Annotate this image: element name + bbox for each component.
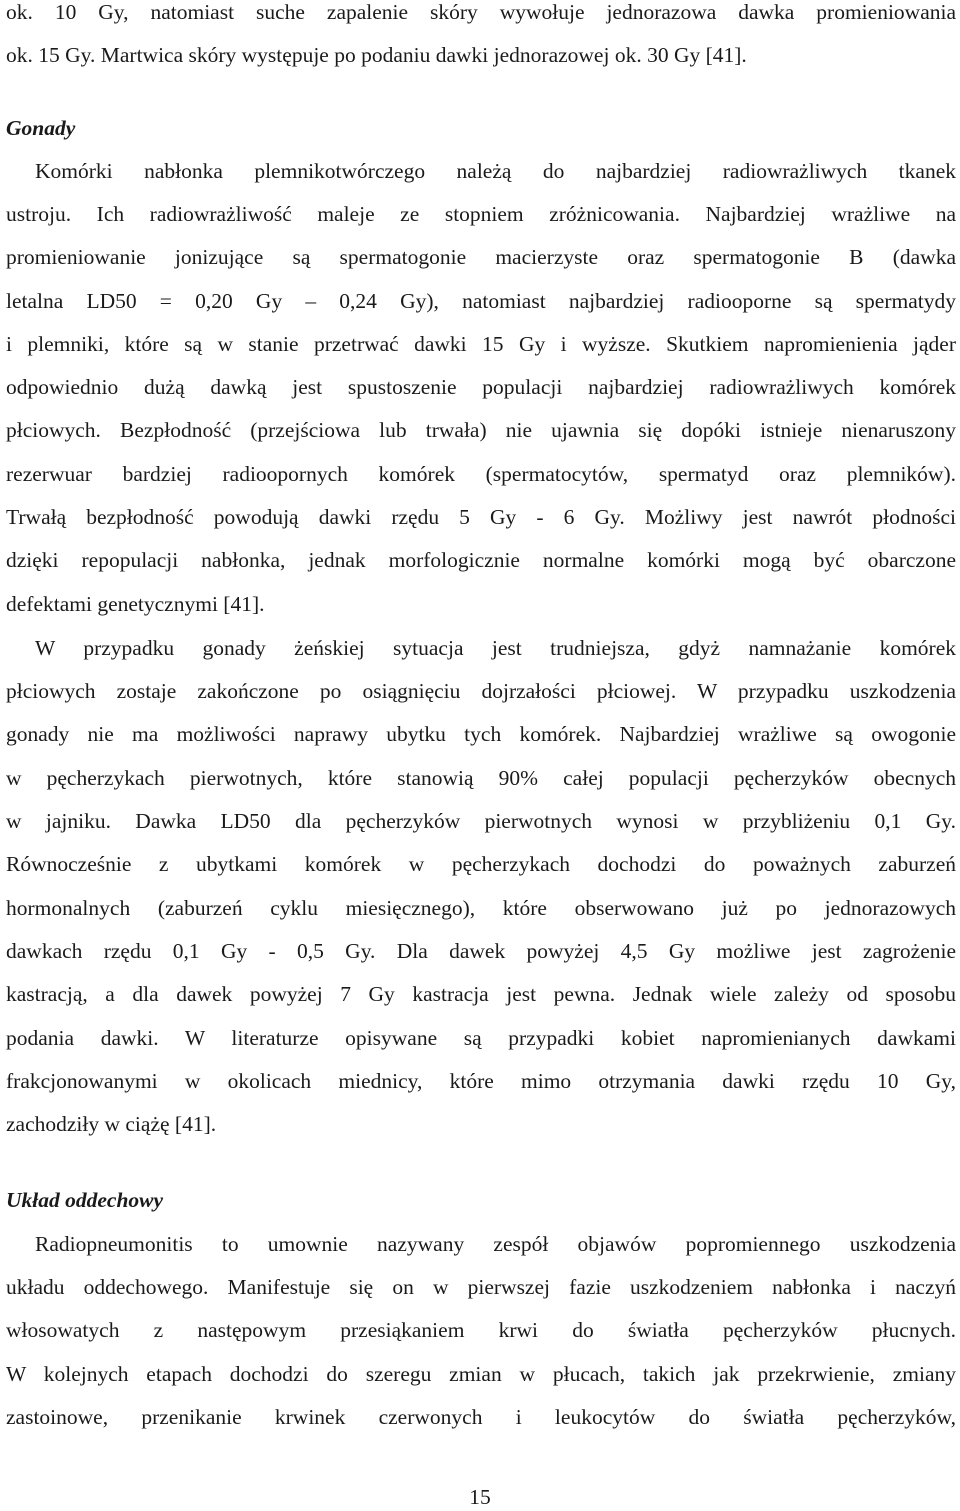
text-line: w jajniku. Dawka LD50 dla pęcherzyków pierwotnych wynosi w przybliżeniu 0,1 Gy. [6, 809, 956, 833]
text-line: odpowiednio dużą dawką jest spustoszenie populacji najbardziej radiowrażliwych komórek [6, 375, 956, 399]
text-line: Równocześnie z ubytkami komórek w pęcherzykach dochodzi do poważnych zaburzeń [6, 852, 956, 876]
text-line: rezerwuar bardziej radioopornych komórek (spermatocytów, spermatyd oraz plemników). [6, 462, 956, 486]
text-line: zastoinowe, przenikanie krwinek czerwonych i leukocytów do światła pęcherzyków, [6, 1405, 956, 1429]
text-line: i plemniki, które są w stanie przetrwać dawki 15 Gy i wyższe. Skutkiem napromienienia jąder [6, 332, 956, 356]
text-line: Komórki nabłonka plemnikotwórczego należą do najbardziej radiowrażliwych tkanek [35, 159, 956, 183]
text-line: Trwałą bezpłodność powodują dawki rzędu 5 Gy - 6 Gy. Możliwy jest nawrót płodności [6, 505, 956, 529]
text-line: dzięki repopulacji nabłonka, jednak morfologicznie normalne komórki mogą być obarczone [6, 548, 956, 572]
text-line: ok. 10 Gy, natomiast suche zapalenie skóry wywołuje jednorazowa dawka promieniowania [6, 0, 956, 24]
text-line: ustroju. Ich radiowrażliwość maleje ze stopniem zróżnicowania. Najbardziej wrażliwe na [6, 202, 956, 226]
text-line: hormonalnych (zaburzeń cyklu miesięcznego), które obserwowano już po jednorazowych [6, 896, 956, 920]
text-line: letalna LD50 = 0,20 Gy – 0,24 Gy), natomiast najbardziej radiooporne są spermatydy [6, 289, 956, 313]
text-line: kastracją, a dla dawek powyżej 7 Gy kastracja jest pewna. Jednak wiele zależy od sposobu [6, 982, 956, 1006]
page-number: 15 [469, 1485, 491, 1509]
text-line: ok. 15 Gy. Martwica skóry występuje po podaniu dawki jednorazowej ok. 30 Gy [41]. [6, 43, 747, 67]
text-line: włosowatych z następowym przesiąkaniem krwi do światła pęcherzyków płucnych. [6, 1318, 956, 1342]
text-line: podania dawki. W literaturze opisywane są przypadki kobiet napromienianych dawkami [6, 1026, 956, 1050]
text-line: płciowych zostaje zakończone po osiągnięciu dojrzałości płciowej. W przypadku uszkodzenia [6, 679, 956, 703]
text-line: promieniowanie jonizujące są spermatogonie macierzyste oraz spermatogonie B (dawka [6, 245, 956, 269]
text-line: płciowych. Bezpłodność (przejściowa lub trwała) nie ujawnia się dopóki istnieje nienaruszony [6, 418, 956, 442]
text-line: frakcjonowanymi w okolicach miednicy, które mimo otrzymania dawki rzędu 10 Gy, [6, 1069, 956, 1093]
text-line: defektami genetycznymi [41]. [6, 592, 265, 616]
section-heading-uklad-oddechowy: Układ oddechowy [6, 1188, 164, 1212]
text-line: zachodziły w ciążę [41]. [6, 1112, 217, 1136]
text-line: układu oddechowego. Manifestuje się on w pierwszej fazie uszkodzeniem nabłonka i naczyń [6, 1275, 956, 1299]
text-line: w pęcherzykach pierwotnych, które stanowią 90% całej populacji pęcherzyków obecnych [6, 766, 956, 790]
text-line: Radiopneumonitis to umownie nazywany zespół objawów popromiennego uszkodzenia [35, 1232, 956, 1256]
text-line: dawkach rzędu 0,1 Gy - 0,5 Gy. Dla dawek powyżej 4,5 Gy możliwe jest zagrożenie [6, 939, 956, 963]
text-line: gonady nie ma możliwości naprawy ubytku tych komórek. Najbardziej wrażliwe są owogonie [6, 722, 956, 746]
text-line: W kolejnych etapach dochodzi do szeregu zmian w płucach, takich jak przekrwienie, zmiany [6, 1362, 956, 1386]
text-line: W przypadku gonady żeńskiej sytuacja jest trudniejsza, gdyż namnażanie komórek [35, 636, 956, 660]
section-heading-gonady: Gonady [6, 116, 76, 140]
